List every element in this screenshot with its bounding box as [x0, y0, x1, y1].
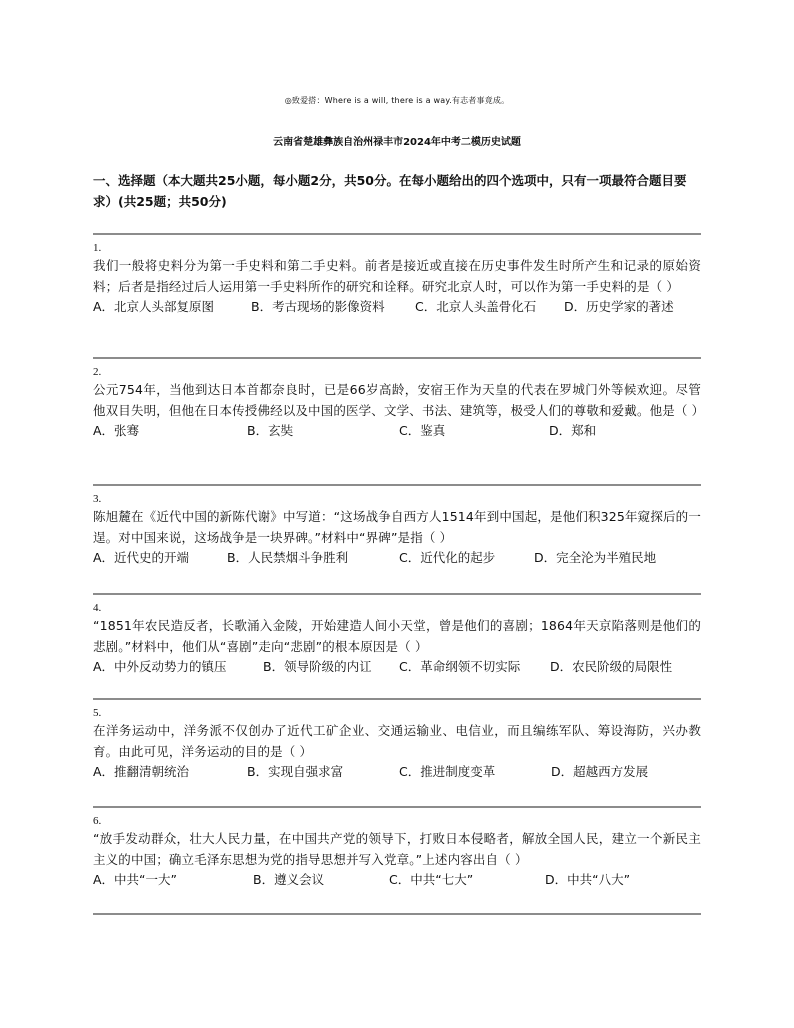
question-divider [93, 484, 701, 486]
option-d[interactable]: D．中共“八大” [545, 872, 631, 887]
question-2 [93, 357, 705, 442]
option-d[interactable]: D．历史学家的著述 [564, 299, 674, 314]
option-a[interactable]: A．张骞 [93, 423, 140, 438]
question-stem: 我们一般将史料分为第一手史料和第二手史料。前者是接近或直接在历史事件发生时所产生和记录的原始资料；后者是指经过后人运用第一手史料所作的研究和诠释。研究北京人时，可以作为第一手史料的是（ ） [93, 258, 701, 294]
option-c[interactable]: C．革命纲领不切实际 [399, 659, 521, 674]
question-4 [93, 593, 701, 678]
option-d[interactable]: D．农民阶级的局限性 [550, 659, 673, 674]
question-3 [93, 484, 701, 569]
question-options [93, 421, 701, 442]
option-b[interactable]: B．领导阶级的内讧 [263, 659, 372, 674]
option-a[interactable]: A．近代史的开端 [93, 550, 190, 565]
option-d[interactable]: D．郑和 [549, 423, 597, 438]
question-stem: 在洋务运动中，洋务派不仅创办了近代工矿企业、交通运输业、电信业，而且编练军队、筹设海防，兴办教育。由此可见，洋务运动的目的是（ ） [93, 723, 701, 759]
question-number: 5. [93, 707, 102, 719]
question-number: 4. [93, 602, 102, 614]
question-options [93, 762, 701, 783]
question-options [93, 870, 701, 891]
question-number: 3. [93, 493, 102, 505]
question-stem: “放手发动群众，壮大人民力量，在中国共产党的领导下，打败日本侵略者，解放全国人民，建立一个新民主主义的中国；确立毛泽东思想为党的指导思想并写入党章。”上述内容出自（ ） [93, 831, 701, 867]
option-b[interactable]: B．实现自强求富 [247, 764, 344, 779]
option-d[interactable]: D．完全沦为半殖民地 [534, 550, 657, 565]
option-c[interactable]: C．推进制度变革 [399, 764, 496, 779]
option-a[interactable]: A．中共“一大” [93, 872, 178, 887]
question-stem: 公元754年，当他到达日本首都奈良时，已是66岁高龄，安宿王作为天皇的代表在罗城门外等候欢迎。尽管他双目失明，但他在日本传授佛经以及中国的医学、文学、书法、建筑等，极受人们的尊敬和爱戴。他是（ ） [93, 382, 705, 418]
motto-line: ◎致爱搭：Where is a will, there is a way.有志者事竟成。 [284, 96, 510, 105]
question-stem: “1851年农民造反者，长歌涌入金陵，开始建造人间小天堂，曾是他们的喜剧；1864年天京陷落则是他们的悲剧。”材料中，他们从“喜剧”走向“悲剧”的根本原因是（ ） [93, 618, 701, 654]
question-1 [93, 233, 701, 318]
question-number: 6. [93, 815, 102, 827]
bottom-divider [93, 913, 701, 915]
option-b[interactable]: B．人民禁烟斗争胜利 [227, 550, 349, 565]
question-divider [93, 593, 701, 595]
question-options [93, 657, 701, 678]
option-c[interactable]: C．近代化的起步 [399, 550, 496, 565]
option-a[interactable]: A．中外反动势力的镇压 [93, 659, 227, 674]
option-b[interactable]: B．遵义会议 [253, 872, 325, 887]
question-divider [93, 233, 701, 235]
document-title: 云南省楚雄彝族自治州禄丰市2024年中考二模历史试题 [273, 137, 521, 148]
question-divider [93, 357, 701, 359]
section-heading: 一、选择题（本大题共25小题，每小题2分，共50分。在每小题给出的四个选项中，只有一项最符合题目要求）(共25题；共50分) [93, 173, 687, 209]
question-6 [93, 806, 701, 891]
question-divider [93, 698, 701, 700]
question-5 [93, 698, 701, 783]
option-d[interactable]: D．超越西方发展 [551, 764, 649, 779]
option-a[interactable]: A．北京人头部复原图 [93, 299, 215, 314]
question-number: 1. [93, 242, 102, 254]
option-a[interactable]: A．推翻清朝统治 [93, 764, 190, 779]
question-stem: 陈旭麓在《近代中国的新陈代谢》中写道：“这场战争自西方人1514年到中国起，是他们积325年窥探后的一逞。对中国来说，这场战争是一块界碑。”材料中“界碑”是指（ ） [93, 509, 701, 545]
question-number: 2. [93, 366, 102, 378]
option-c[interactable]: C．中共“七大” [389, 872, 474, 887]
option-b[interactable]: B．玄奘 [247, 423, 294, 438]
option-b[interactable]: B．考古现场的影像资料 [251, 299, 385, 314]
question-options [93, 548, 701, 569]
question-options [93, 297, 701, 318]
option-c[interactable]: C．鉴真 [399, 423, 446, 438]
question-divider [93, 806, 701, 808]
option-c[interactable]: C．北京人头盖骨化石 [415, 299, 537, 314]
